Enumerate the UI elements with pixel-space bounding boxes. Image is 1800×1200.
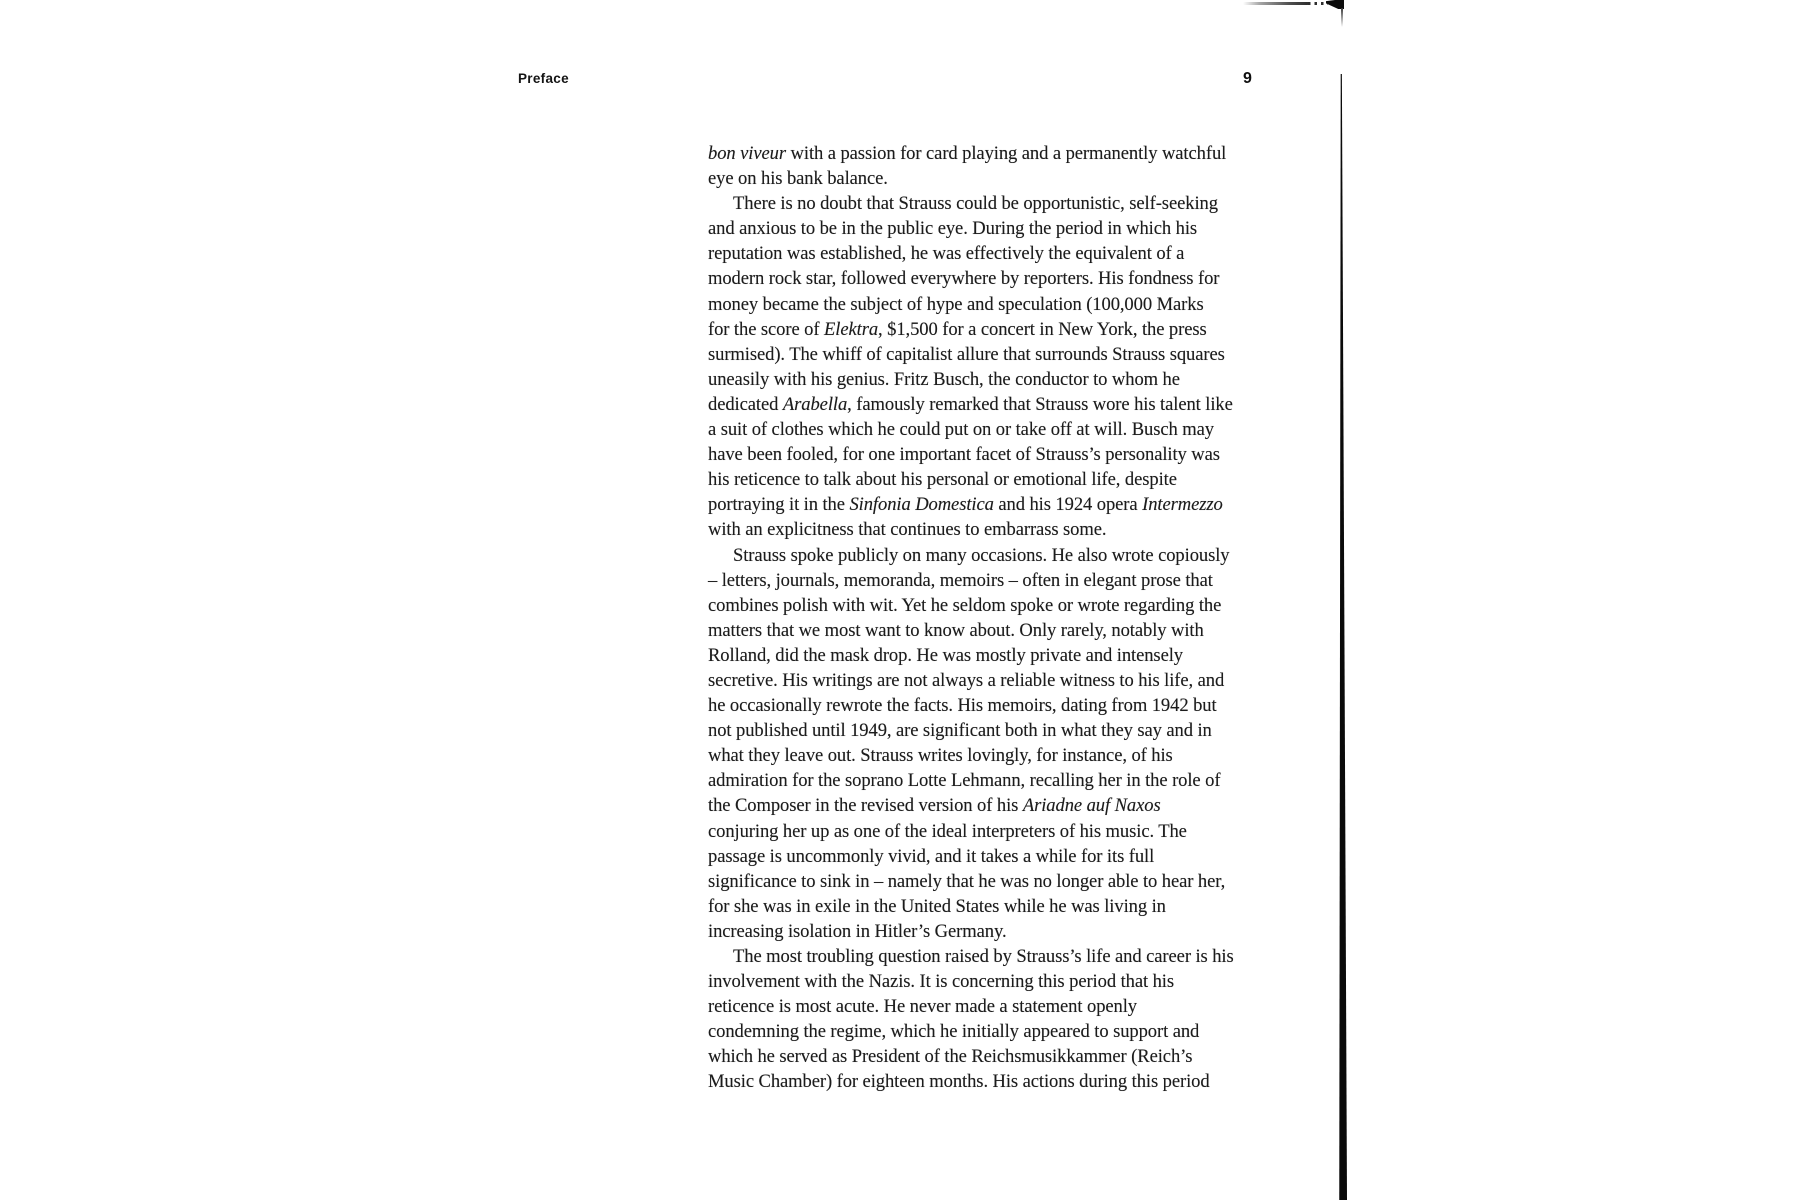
text-line bbox=[708, 768, 1278, 793]
text-run: passage is uncommonly vivid, and it takes a while for its full bbox=[708, 845, 1155, 867]
text-run: conjuring her up as one of the ideal interpreters of his music. The bbox=[708, 820, 1187, 842]
text-run: secretive. His writings are not always a reliable witness to his life, and bbox=[708, 669, 1225, 691]
text-line bbox=[708, 568, 1278, 593]
text-line bbox=[708, 869, 1278, 894]
scan-dashes-artifact bbox=[1308, 2, 1328, 5]
text-run: modern rock star, followed everywhere by reporters. His fondness for bbox=[708, 268, 1220, 290]
text-run: eye on his bank balance. bbox=[708, 168, 888, 190]
text-run: the Composer in the revised version of his bbox=[708, 795, 1023, 817]
text-line bbox=[708, 292, 1278, 317]
text-line bbox=[708, 944, 1278, 969]
text-line bbox=[708, 643, 1278, 668]
text-run: matters that we most want to know about. Only rarely, notably with bbox=[708, 619, 1204, 641]
text-run: not published until 1949, are significant both in what they say and in bbox=[708, 720, 1212, 742]
italic-text-run: Elektra bbox=[824, 318, 879, 340]
italic-text-run: Sinfonia Domestica bbox=[849, 494, 994, 516]
text-run: condemning the regime, which he initially appeared to support and bbox=[708, 1021, 1200, 1043]
text-line bbox=[708, 216, 1278, 241]
text-line bbox=[708, 969, 1278, 994]
text-line bbox=[708, 492, 1278, 517]
text-run: Strauss spoke publicly on many occasions. He also wrote copiously bbox=[733, 544, 1230, 566]
text-run: which he served as President of the Reichsmusikkammer (Reich’s bbox=[708, 1046, 1193, 1068]
text-line bbox=[708, 593, 1278, 618]
text-line bbox=[708, 417, 1278, 442]
italic-text-run: Intermezzo bbox=[1142, 494, 1223, 516]
text-run: admiration for the soprano Lotte Lehmann, recalling her in the role of bbox=[708, 770, 1221, 792]
text-line bbox=[708, 618, 1278, 643]
text-line bbox=[708, 1044, 1278, 1069]
text-run: , famously remarked that Strauss wore his talent like bbox=[847, 393, 1233, 415]
text-run: what they leave out. Strauss writes lovingly, for instance, of his bbox=[708, 745, 1173, 767]
text-line bbox=[708, 317, 1278, 342]
page-body-text bbox=[708, 141, 1278, 1095]
text-line bbox=[708, 718, 1278, 743]
text-run: have been fooled, for one important facet of Strauss’s personality was bbox=[708, 444, 1220, 466]
text-run: – letters, journals, memoranda, memoirs – often in elegant prose that bbox=[708, 569, 1213, 591]
text-line bbox=[708, 392, 1278, 417]
text-line bbox=[708, 1069, 1278, 1094]
page-edge-line bbox=[1338, 74, 1347, 1200]
italic-text-run: Arabella bbox=[782, 393, 848, 415]
text-line bbox=[708, 894, 1278, 919]
text-run: reputation was established, he was effectively the equivalent of a bbox=[708, 243, 1185, 265]
paragraph bbox=[708, 191, 1278, 542]
text-run: surmised). The whiff of capitalist allure that surrounds Strauss squares bbox=[708, 343, 1225, 365]
text-run: for she was in exile in the United States while he was living in bbox=[708, 895, 1166, 917]
text-line bbox=[708, 793, 1278, 818]
text-line bbox=[708, 819, 1278, 844]
scan-streak-artifact bbox=[1243, 2, 1309, 5]
text-run: portraying it in the bbox=[708, 494, 850, 516]
text-line bbox=[708, 844, 1278, 869]
text-line bbox=[708, 743, 1278, 768]
text-line bbox=[708, 342, 1278, 367]
italic-text-run: bon viveur bbox=[708, 143, 786, 164]
text-run: combines polish with wit. Yet he seldom spoke or wrote regarding the bbox=[708, 594, 1222, 616]
text-run: significance to sink in – namely that he was no longer able to hear her, bbox=[708, 870, 1226, 892]
text-run: Rolland, did the mask drop. He was mostly private and intensely bbox=[708, 644, 1183, 666]
scan-corner-mark-tail bbox=[1341, 8, 1343, 27]
text-line bbox=[708, 367, 1278, 392]
text-run: Music Chamber) for eighteen months. His actions during this period bbox=[708, 1071, 1210, 1093]
text-run: There is no doubt that Strauss could be opportunistic, self-seeking bbox=[733, 193, 1218, 215]
text-line bbox=[708, 166, 1278, 191]
paragraph bbox=[708, 543, 1278, 945]
text-run: dedicated bbox=[708, 393, 783, 415]
text-line bbox=[708, 1019, 1278, 1044]
text-line bbox=[708, 668, 1278, 693]
text-run: The most troubling question raised by Strauss’s life and career is his bbox=[733, 946, 1234, 967]
page-number: 9 bbox=[1243, 70, 1252, 87]
text-run: , $1,500 for a concert in New York, the press bbox=[878, 318, 1207, 340]
text-run: for the score of bbox=[708, 318, 825, 340]
running-head: Preface bbox=[518, 71, 569, 86]
text-run: he occasionally rewrote the facts. His memoirs, dating from 1942 but bbox=[708, 695, 1217, 717]
text-line bbox=[708, 467, 1278, 492]
text-run: reticence is most acute. He never made a statement openly bbox=[708, 996, 1138, 1018]
paragraph bbox=[708, 141, 1278, 191]
text-line bbox=[708, 141, 1278, 166]
text-run: money became the subject of hype and speculation (100,000 Marks bbox=[708, 293, 1204, 315]
text-line bbox=[708, 266, 1278, 291]
text-run: and his 1924 opera bbox=[993, 494, 1143, 516]
text-run: increasing isolation in Hitler’s Germany. bbox=[708, 920, 1007, 942]
text-line bbox=[708, 919, 1278, 944]
text-line bbox=[708, 191, 1278, 216]
text-line bbox=[708, 543, 1278, 568]
text-run: and anxious to be in the public eye. During the period in which his bbox=[708, 218, 1198, 240]
text-line bbox=[708, 517, 1278, 542]
text-line bbox=[708, 442, 1278, 467]
text-line bbox=[708, 994, 1278, 1019]
text-line bbox=[708, 241, 1278, 266]
paragraph bbox=[708, 944, 1278, 1095]
text-run: uneasily with his genius. Fritz Busch, the conductor to whom he bbox=[708, 368, 1180, 390]
text-run: involvement with the Nazis. It is concerning this period that his bbox=[708, 971, 1174, 993]
italic-text-run: Ariadne auf Naxos bbox=[1022, 795, 1161, 817]
text-run: a suit of clothes which he could put on or take off at will. Busch may bbox=[708, 419, 1214, 441]
text-run: with a passion for card playing and a permanently watchful bbox=[786, 143, 1227, 164]
text-run: his reticence to talk about his personal or emotional life, despite bbox=[708, 469, 1177, 491]
text-line bbox=[708, 693, 1278, 718]
text-run: with an explicitness that continues to embarrass some. bbox=[708, 519, 1107, 541]
